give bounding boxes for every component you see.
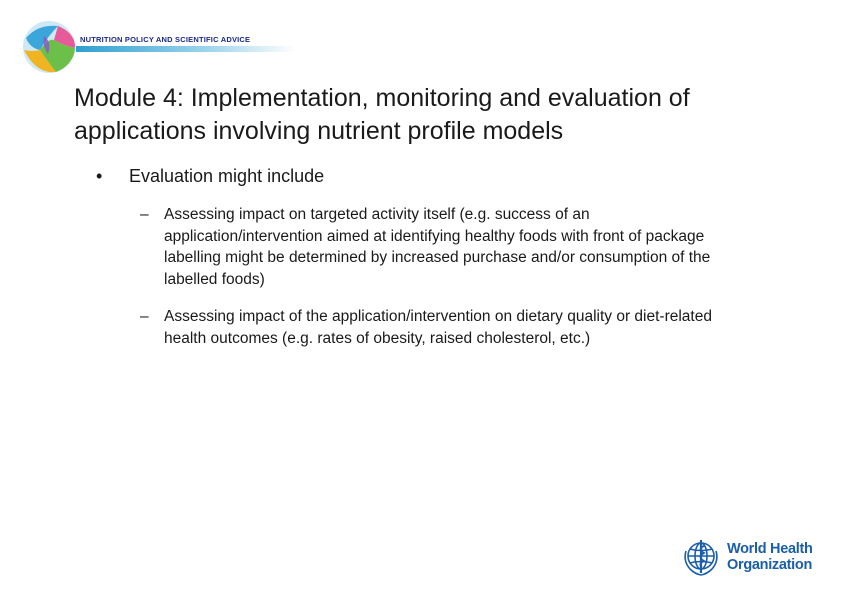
slide-title: Module 4: Implementation, monitoring and evaluation of applications involving nutrient profile models bbox=[74, 84, 690, 145]
banner-title: NUTRITION POLICY AND SCIENTIFIC ADVICE bbox=[80, 35, 251, 44]
sub-bullet-text: Assessing impact on targeted activity itself (e.g. success of an application/intervention aimed at identifying healthy foods with front of package labelling might be determined by increased purchase and/or consumption of the labelled foods) bbox=[164, 206, 711, 288]
org-name-line1: World Health bbox=[727, 541, 813, 557]
sub-bullet-mark: – bbox=[140, 206, 149, 223]
slide-header bbox=[0, 0, 841, 80]
nutrition-globe-icon bbox=[18, 16, 80, 78]
bullet-mark: • bbox=[96, 166, 103, 186]
bullet-text: Evaluation might include bbox=[129, 166, 325, 186]
who-emblem-icon bbox=[680, 537, 722, 579]
sub-bullet-mark: – bbox=[140, 308, 149, 325]
sub-bullet-item bbox=[140, 306, 750, 349]
who-wordmark bbox=[727, 541, 813, 573]
who-logo bbox=[680, 537, 815, 583]
sub-bullet-text: Assessing impact of the application/intervention on dietary quality or diet-related health outcomes (e.g. rates of obesity, raised cholesterol, etc.) bbox=[164, 308, 712, 347]
org-name-line2: Organization bbox=[727, 557, 813, 573]
banner-bar bbox=[76, 46, 296, 52]
sub-bullet-item bbox=[140, 204, 750, 290]
